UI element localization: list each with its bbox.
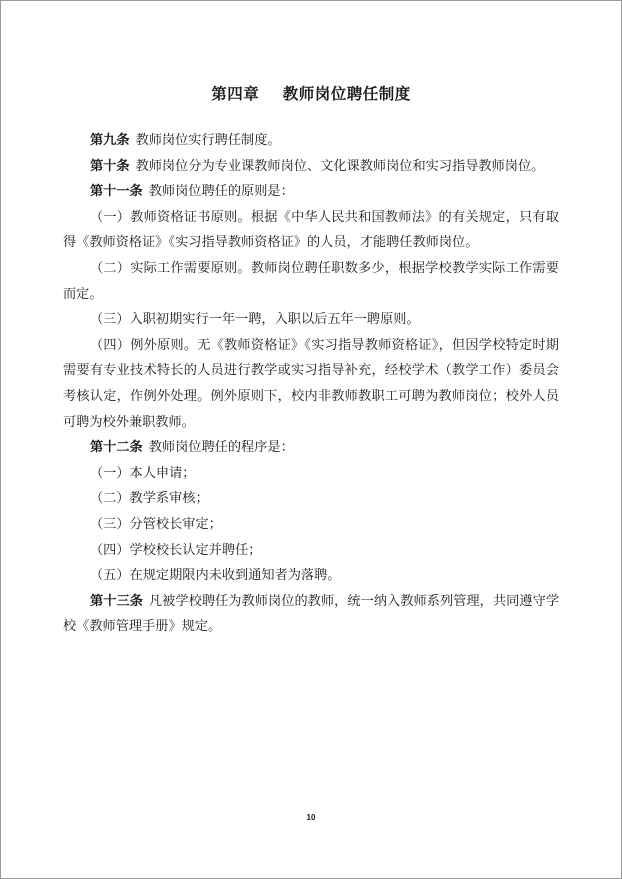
paragraph-article-10 (63, 154, 559, 180)
document-body (63, 82, 559, 640)
article-text: 教师岗位实行聘任制度。 (135, 133, 281, 148)
article-number: 第十二条 (90, 440, 143, 456)
paragraph-article-12 (63, 435, 559, 461)
article-text: 教师岗位聘任的原则是： (148, 184, 294, 200)
paragraph-item: （三）入职初期实行一年一聘，入职以后五年一聘原则。 (90, 312, 420, 328)
paragraph-item: （二）教学系审核； (90, 491, 209, 507)
paragraph-item: （五）在规定期限内未收到通知者为落聘。 (90, 568, 341, 584)
paragraph-item: （三）分管校长审定； (90, 516, 222, 532)
chapter-title: 第四章 教师岗位聘任制度 (211, 84, 411, 103)
paragraph-item: （四）例外原则。无《教师资格证》《实习指导教师资格证》，但因学校特定时期需要有专业技术特长的人员进行教学或实习指导补充，经校学术（教学工作）委员会考核认定，作例外处理。例外原则下，校内非教师教职工可聘为教师岗位；校外人员可聘为校外兼职教师。 (63, 337, 559, 430)
article-number: 第十三条 (90, 593, 143, 609)
article-text: 教师岗位聘任的程序是： (148, 440, 294, 456)
article-number: 第十一条 (90, 184, 143, 200)
paragraph-article-9 (63, 128, 559, 154)
paragraph-item: （四）学校校长认定并聘任； (90, 542, 262, 558)
article-text: 教师岗位分为专业课教师岗位、文化课教师岗位和实习指导教师岗位。 (135, 158, 545, 174)
page-number: 10 (306, 813, 316, 822)
article-number: 第十条 (90, 158, 130, 174)
article-number: 第九条 (90, 133, 130, 148)
paragraph-item: （一）教师资格证书原则。根据《中华人民共和国教师法》的有关规定，只有取得《教师资格证》《实习指导教师资格证》的人员，才能聘任教师岗位。 (63, 209, 559, 251)
paragraph-item: （一）本人申请； (90, 465, 196, 481)
article-text: 凡被学校聘任为教师岗位的教师，统一纳入教师系列管理，共同遵守学校《教师管理手册》规定。 (63, 593, 559, 635)
paragraph-item: （二）实际工作需要原则。教师岗位聘任职数多少，根据学校教学实际工作需要而定。 (63, 260, 559, 302)
paragraph-article-13 (63, 589, 559, 640)
paragraph-article-11 (63, 179, 559, 205)
